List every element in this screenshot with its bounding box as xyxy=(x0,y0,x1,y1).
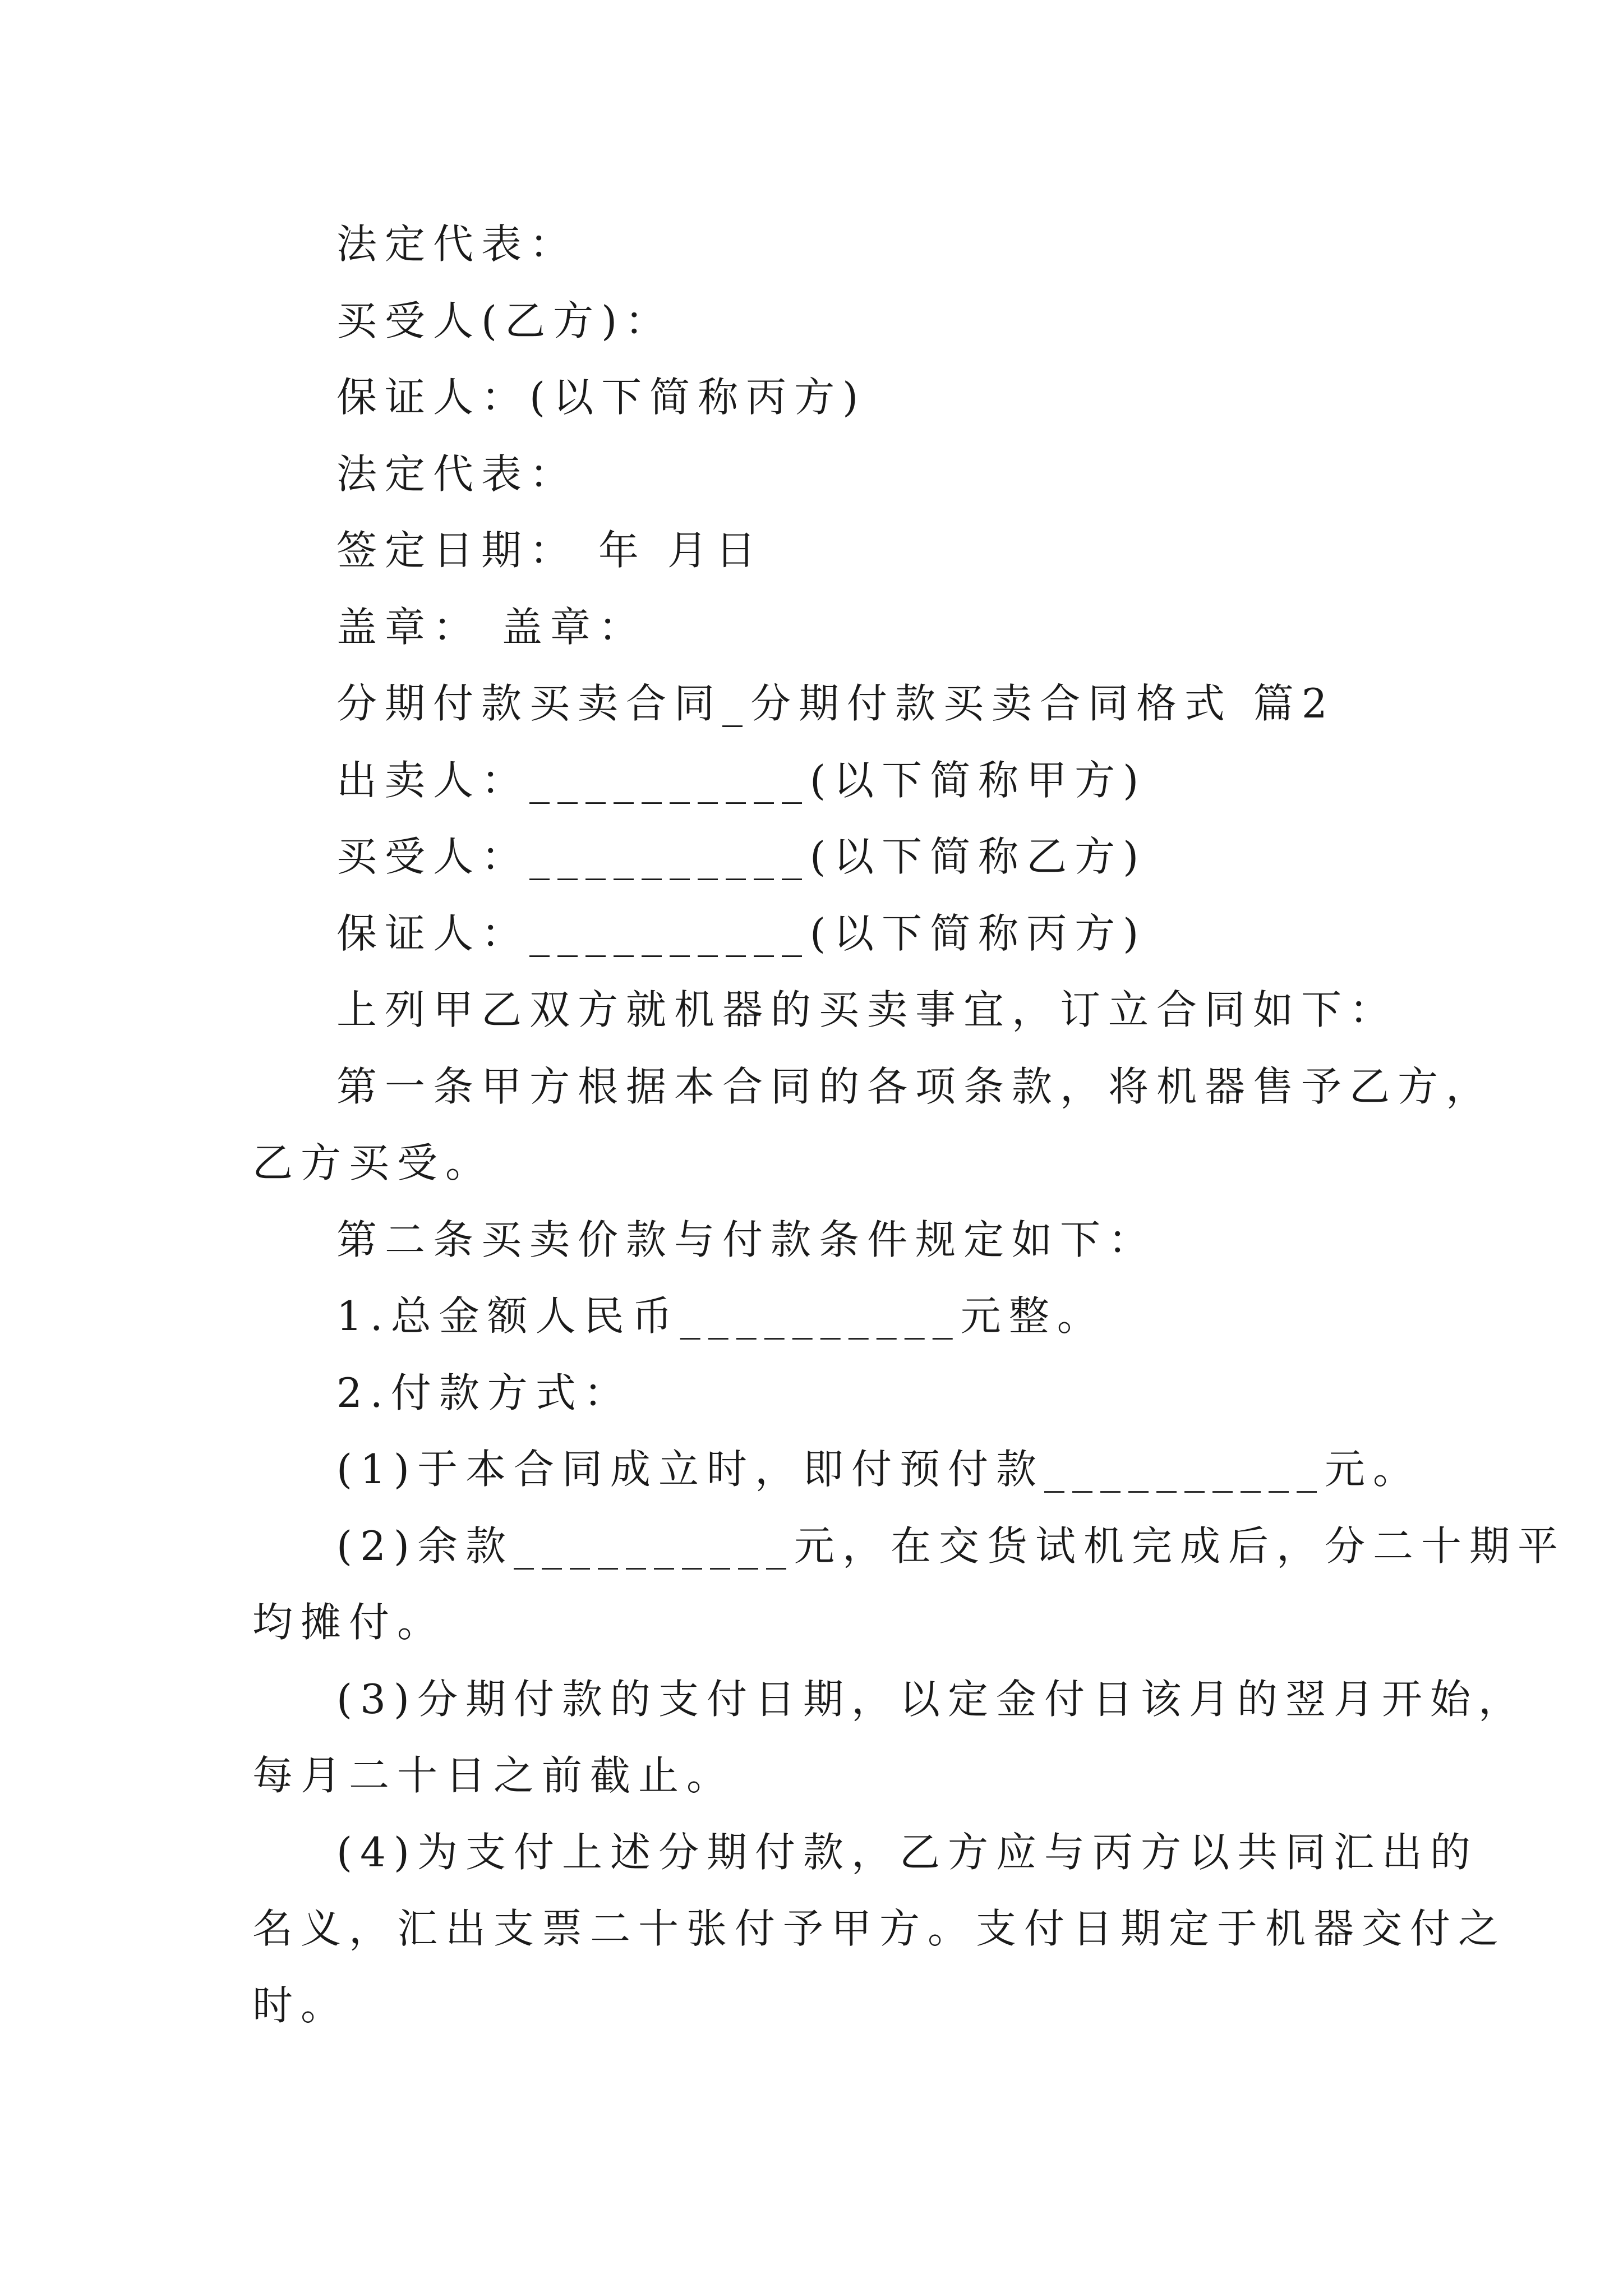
line-preamble: 上列甲乙双方就机器的买卖事宜，订立合同如下： xyxy=(336,986,1398,1033)
line-legal-rep-1: 法定代表： xyxy=(336,220,578,268)
line-item-4-cont: 名义，汇出支票二十张付予甲方。支付日期定于机器交付之 xyxy=(252,1905,1507,1952)
line-seller: 出卖人：__________(以下简称甲方) xyxy=(336,757,1147,804)
line-sign-date: 签定日期： 年 月日 xyxy=(336,527,764,574)
line-buyer: 买受人：__________(以下简称乙方) xyxy=(336,833,1147,880)
line-item-1: (1)于本合同成立时，即付预付款__________元。 xyxy=(336,1446,1421,1493)
line-legal-rep-2: 法定代表： xyxy=(336,450,578,498)
line-article-1-cont: 乙方买受。 xyxy=(252,1139,494,1186)
line-guarantor-c: 保证人：(以下简称丙方) xyxy=(336,374,866,421)
line-buyer-b: 买受人(乙方)： xyxy=(336,297,674,344)
line-guarantor: 保证人：__________(以下简称丙方) xyxy=(336,910,1147,957)
line-item-4-end: 时。 xyxy=(252,1982,349,2029)
line-item-2-cont: 均摊付。 xyxy=(252,1599,446,1646)
line-article-2: 第二条买卖价款与付款条件规定如下： xyxy=(336,1216,1157,1263)
line-total-amount: 1.总金额人民币__________元整。 xyxy=(336,1292,1105,1340)
line-payment-method: 2.付款方式： xyxy=(336,1369,632,1416)
line-seals: 盖章： 盖章： xyxy=(336,604,647,651)
line-item-2: (2)余款__________元，在交货试机完成后，分二十期平 xyxy=(336,1522,1566,1570)
line-section-title: 分期付款买卖合同_分期付款买卖合同格式 篇2 xyxy=(336,680,1335,727)
line-item-3-cont: 每月二十日之前截止。 xyxy=(252,1752,735,1799)
line-item-3: (3)分期付款的支付日期，以定金付日该月的翌月开始， xyxy=(336,1676,1527,1723)
line-article-1: 第一条甲方根据本合同的各项条款，将机器售予乙方， xyxy=(336,1063,1495,1110)
line-item-4: (4)为支付上述分期付款，乙方应与丙方以共同汇出的 xyxy=(336,1829,1478,1876)
